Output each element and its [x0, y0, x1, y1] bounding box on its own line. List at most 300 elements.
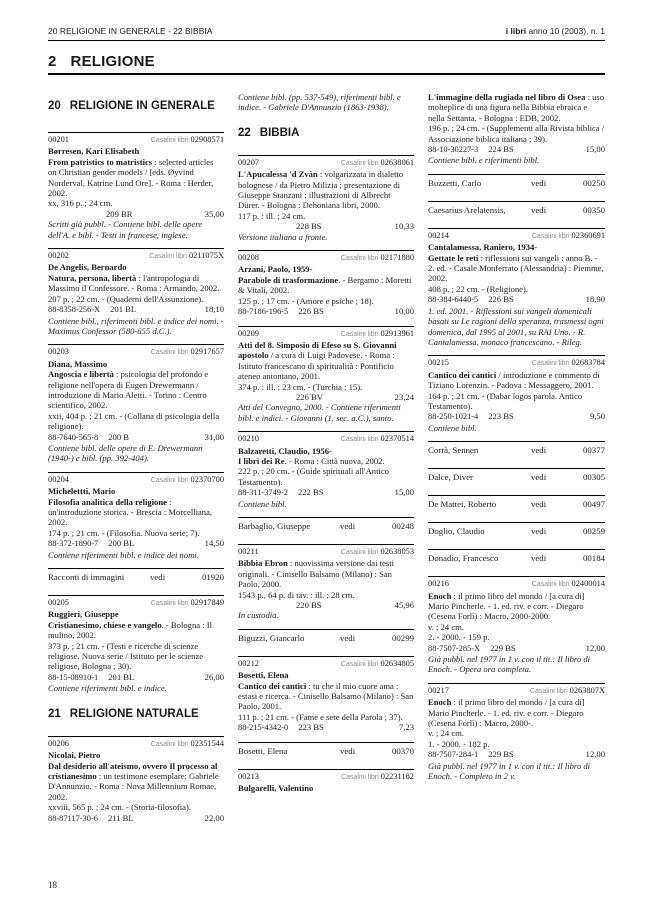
entry-price: 7,23: [398, 722, 414, 733]
entry-physical: 374 p. : ill. ; 23 cm. - (Turchia ; 15).: [238, 381, 363, 392]
entry-price-row: [428, 643, 605, 654]
entry-head: [238, 547, 414, 558]
ref-vedi: vedi: [340, 521, 356, 531]
casalini-id: [151, 347, 224, 358]
entry-note: Contiene bibl. delle opere di E. Drewermann (1940-) e bibl. (pp. 392-404).: [48, 442, 203, 464]
entry-title: Parabole di trasformazione: [238, 274, 339, 285]
page-number: 18: [48, 880, 57, 890]
entry-classification: 229 BS: [490, 642, 516, 653]
casalini-number: 02917657: [190, 347, 224, 357]
entry-author: Arzani, Paolo, 1959-: [238, 264, 313, 275]
casalini-label: Casalini libri: [531, 360, 570, 368]
entry-isbn: 88-10-30227-3: [428, 145, 479, 155]
entry-code: 00208: [238, 253, 259, 263]
entry-head: [238, 329, 414, 340]
entry-publication: : il primo libro del mondo / [a cura di] Mario Pincherle. - 1. ed. riv. e corr. - Diegaro (Cesena Forlì) : Macro, 2000-.: [428, 697, 585, 729]
casalini-number: 02360691: [571, 230, 605, 240]
catalog-entry-00213: [238, 769, 414, 794]
entry-title: Cristianesimo, chiese e vangelo: [48, 619, 162, 630]
entry-head: [48, 598, 224, 609]
entry-classification: 200 BL: [108, 538, 135, 549]
entry-author: Cantalamessa, Raniero, 1934-: [428, 242, 538, 253]
entry-publication: : volgarizzata in dialetto bolognese / da Pietro Milizia ; presentazione di Giuseppe Stanzani ; illustrazioni di Albrecht Dürer. - Bologna : Dehoniana libri, 2000.: [238, 169, 404, 211]
subsection-title-22: [238, 127, 414, 139]
entry-code: 00202: [48, 251, 69, 261]
entry-price: 14,50: [204, 538, 224, 549]
entry-physical: 373 p. ; 21 cm. - (Testi e ricerche di scienze religiose. Nuova serie / Istituto per le scienze religiose, Bologna ; 30).: [48, 640, 204, 672]
entry-classification: 200 B: [108, 431, 130, 442]
entry-code: 00212: [238, 658, 259, 668]
entry-isbn: 88-250-1021-4: [428, 412, 479, 422]
entry-title: From patristics to matristics: [48, 156, 153, 167]
entry-title: Gettate le reti: [428, 252, 479, 263]
casalini-label: Casalini libri: [150, 740, 189, 748]
casalini-id: [151, 739, 224, 750]
entry-code: 00204: [48, 474, 69, 484]
cross-reference-de-mattei: [428, 495, 605, 514]
casalini-number: 02634805: [380, 658, 414, 668]
entry-code: 00215: [428, 358, 449, 368]
entry-price-row: [238, 221, 414, 231]
entry-price: 45,96: [394, 600, 414, 611]
ref-name: Caesarius Arelatensis,: [428, 204, 506, 215]
entry-head: [428, 231, 605, 242]
entry-00213-continued: [428, 92, 605, 166]
entry-classification: 228 BS: [296, 221, 322, 232]
cross-reference-caesarius: [428, 201, 605, 220]
ref-number: 00497: [583, 499, 605, 510]
entry-note: Versione italiana a fronte.: [238, 231, 328, 242]
casalini-id: [151, 475, 224, 486]
entry-classification: 226 BV: [296, 391, 323, 402]
entry-publication: . - Bologna : Il mulino, 2002.: [48, 619, 212, 641]
column-right: [428, 92, 605, 789]
entry-head: [238, 772, 414, 783]
entry-price: 18,10: [204, 304, 224, 315]
entry-physical: xxviii, 565 p. ; 24 cm. - (Storia-filosofia).: [48, 802, 191, 813]
entry-author: Diana, Massimo: [48, 358, 108, 369]
casalini-number: 02908571: [190, 135, 224, 144]
entry-description: [428, 591, 605, 622]
catalog-entry-00210: [238, 431, 414, 509]
entry-author: Ruggieri, Giuseppe: [48, 609, 119, 620]
casalini-label: Casalini libri: [531, 581, 570, 589]
entry-description: [238, 456, 414, 466]
entry-code: 00201: [48, 135, 69, 144]
entry-author: Børresen, Kari Elisabeth: [48, 146, 140, 157]
entry-isbn: 88-7186-196-5: [238, 307, 289, 317]
entry-note: Atti del Convegno, 2000. - Contiene riferimenti bibl. e indici. - Giovanni (1. sec. a.C.), santo.: [238, 402, 401, 423]
entry-code: 00214: [428, 230, 449, 240]
ref-name: Dalce, Diver: [428, 472, 473, 483]
entry-title: Natura, persona, libertà: [48, 272, 137, 283]
header-rule: [48, 40, 605, 41]
ref-number: 00184: [583, 553, 605, 564]
running-header: [48, 26, 605, 40]
entry-title: Atti del 8. Simposio di Efeso su S. Giovanni apostolo: [238, 339, 397, 361]
entry-physical: 408 p. ; 22 cm. - (Religione).: [428, 283, 529, 294]
ref-number: 00259: [583, 526, 605, 537]
entry-physical: 117 p. : ill. ; 24 cm.: [238, 210, 306, 221]
casalini-id: [341, 547, 414, 558]
entry-description: [48, 157, 224, 199]
entry-description: [238, 275, 414, 296]
entry-description: [428, 370, 605, 391]
catalog-entry-00211: [238, 544, 414, 621]
entry-price: 26,00: [204, 671, 224, 682]
entry-code: 00217: [428, 685, 449, 695]
entry-price-row: [48, 672, 224, 683]
ref-vedi: vedi: [150, 572, 166, 583]
entry-head: [238, 659, 414, 670]
entry-publication: . - Roma : Città nuova, 2002.: [284, 455, 385, 466]
entry-price: 12,00: [585, 749, 605, 760]
entry-note: Già pubbl. nel 1977 in 1 v. con il tit.: Il libro di Enoch. - Completo in 2 v.: [428, 760, 591, 782]
entry-title: Filosofia analitica della religione: [48, 496, 167, 507]
entry-note: Contiene bibl., riferimenti bibl. e indice dei nomi. - Maximus Confessor (580-655 d.C.).: [48, 315, 224, 336]
entry-publication: / introduzione e commento di Tiziano Lorenzin. - Padova : Messaggero, 2001.: [428, 369, 600, 391]
entry-price-row: [428, 749, 605, 760]
cross-reference-barbaglio: [238, 517, 414, 536]
entry-title: Angoscia e libertà: [48, 369, 114, 380]
entry-price-row: [48, 432, 224, 443]
entry-description: [428, 697, 605, 728]
entry-code: 00203: [48, 347, 69, 357]
entry-publication: : un'introduzione storica. - Brescia : Morcelliana, 2002.: [48, 496, 213, 528]
subsection-number: 21: [48, 707, 61, 720]
casalini-label: Casalini libri: [340, 330, 379, 338]
entry-publication: : psicologia del profondo e religione nell'opera di Eugen Drewermann / introduzione di Mario Aletti. - Torino : Centro scientifico, 2002.: [48, 369, 209, 411]
ref-name: Biguzzi, Giancarlo: [238, 632, 305, 643]
entry-author: Nicolai, Pietro: [48, 750, 101, 761]
entry-author: De Angelis, Bernardo: [48, 262, 127, 273]
entry-price: 15,00: [585, 144, 605, 155]
casalini-id: [149, 251, 224, 262]
entry-author: Bosetti, Elena: [238, 670, 289, 681]
entry-code: 00207: [238, 157, 259, 167]
subsection-name: RELIGIONE IN GENERALE: [69, 100, 215, 112]
casalini-label: Casalini libri: [149, 253, 187, 261]
subsection-title-21: [48, 708, 224, 720]
casalini-number: 02171880: [380, 253, 414, 263]
casalini-number: 02370514: [380, 434, 414, 444]
entry-classification: 209 BR: [106, 208, 133, 219]
entry-price: 35,00: [204, 208, 224, 219]
entry-title: Dal desiderio all'ateismo, ovvero Il processo al cristianesimo: [48, 760, 218, 781]
cross-reference-corra: [428, 441, 605, 460]
entry-note: Contiene bibl. e riferimenti bibl.: [428, 155, 540, 166]
entry-classification: 220 BS: [296, 600, 322, 611]
entry-isbn: 88-215-4342-0: [238, 723, 289, 733]
entry-isbn: 88-384-6440-5: [428, 295, 479, 305]
entry-head: [428, 358, 605, 369]
entry-code: 00205: [48, 598, 69, 608]
entry-head: [48, 739, 224, 750]
catalog-entry-00203: [48, 344, 224, 463]
catalog-entry-00209: [238, 326, 414, 424]
ref-number: 01920: [202, 572, 224, 583]
entry-physical: 174 p. ; 21 cm. - (Filosofia. Nuova serie; 7).: [48, 527, 200, 538]
entry-classification: 226 BS: [488, 294, 514, 305]
entry-physical: v. ; 24 cm.: [428, 728, 464, 739]
catalog-entry-00212: [238, 656, 414, 734]
casalini-label: Casalini libri: [150, 349, 189, 357]
entry-price: 22,00: [204, 812, 224, 823]
entry-classification: 226 BS: [298, 306, 324, 317]
subsection-name: RELIGIONE NATURALE: [69, 707, 199, 720]
entry-publication: : l'antropologia di Massimo il Confessore. - Roma : Armando, 2002.: [48, 272, 220, 294]
casalini-number: 02370700: [190, 474, 224, 484]
entry-head: [48, 347, 224, 358]
casalini-number: 02638061: [380, 157, 414, 167]
catalog-entry-00214: [428, 228, 605, 347]
casalini-label: Casalini libri: [340, 159, 379, 167]
entry-head: [48, 475, 224, 486]
section-name: RELIGIONE: [70, 53, 155, 70]
ref-vedi: vedi: [531, 204, 547, 215]
entry-price-row: [428, 294, 605, 305]
header-issue: anno 10 (2003), n. 1: [526, 26, 605, 36]
entry-title: Enoch: [428, 590, 452, 601]
entry-price: 9,50: [589, 411, 605, 422]
casalini-id: [341, 772, 414, 783]
entry-author: Balzaretti, Claudio, 1956-: [238, 445, 332, 456]
entry-isbn: 88-372-1890-7: [48, 539, 99, 549]
entry-price: 18,90: [585, 294, 605, 305]
section-rule: [48, 73, 605, 75]
entry-physical: 125 p. ; 17 cm. - (Amore e psiche ; 18).: [238, 295, 374, 306]
casalini-id: [341, 329, 414, 340]
entry-price: 10,33: [394, 221, 414, 232]
casalini-id: [341, 659, 414, 670]
entry-price: 23,24: [394, 391, 414, 402]
entry-code: 00209: [238, 328, 259, 338]
casalini-number: 02917849: [190, 598, 224, 608]
entry-note: Contiene riferimenti bibl. e indice dei nomi.: [48, 549, 199, 560]
ref-vedi: vedi: [531, 177, 547, 188]
entry-physical: xx, 316 p. ; 24 cm.: [48, 198, 113, 209]
entry-head: [428, 686, 605, 697]
entry-isbn: 88-15-08910-1: [48, 672, 99, 682]
column-middle: [238, 92, 414, 802]
ref-number: 00248: [392, 521, 414, 531]
casalini-label: Casalini libri: [340, 255, 379, 263]
casalini-number: 02683784: [571, 358, 605, 368]
entry-classification: 211 BL: [107, 812, 134, 823]
entry-code: 00213: [238, 771, 259, 781]
entry-note: In custodia.: [238, 610, 279, 621]
entry-note: Scritti già pubbl. - Contiene bibl. delle opere dell'A. e bibl. - Testi in francese, inglese.: [48, 219, 203, 240]
casalini-label: Casalini libri: [341, 773, 379, 781]
casalini-label: Casalini libri: [340, 660, 379, 668]
entry-code: 00216: [428, 579, 449, 589]
entry-physical: xxii, 404 p. ; 21 cm. - (Collana di psicologia della religione).: [48, 410, 220, 432]
ref-vedi: vedi: [340, 632, 356, 643]
entry-classification: 201 BL: [108, 671, 135, 682]
entry-isbn: 88-7507-285-X: [428, 643, 481, 653]
ref-vedi: vedi: [531, 445, 547, 456]
catalog-entry-00215: [428, 355, 605, 433]
entry-publication: : selected articles on Christian gender models / [eds. Øyvind Norderval, Katrine Lund Ore]. - Roma : Herder, 2002.: [48, 156, 214, 199]
entry-head: [238, 434, 414, 445]
entry-publication: : nuovissima versione dai testi originali. - Cinisello Balsamo (Milano) : San Paolo, 2000.: [238, 558, 394, 590]
subsection-name: BIBBIA: [259, 126, 300, 139]
casalini-id: [341, 253, 414, 264]
ref-name: Bosetti, Elena: [238, 745, 288, 756]
entry-classification: 223 BS: [298, 722, 324, 733]
casalini-number: 0263807X: [569, 685, 605, 695]
entry-price-row: [48, 813, 224, 824]
ref-number: 00250: [583, 177, 605, 188]
section-title: [48, 53, 155, 70]
catalog-entry-00217: [428, 683, 605, 782]
casalini-id: [341, 158, 414, 169]
entry-head: [48, 251, 224, 262]
entry-00206-continued-note: Contiene bibl. (pp. 537-549), riferimenti bibl. e indice. - Gabriele D'Annunzio (1863-1938).: [238, 92, 401, 113]
entry-title: I libri dei Re: [238, 455, 285, 466]
entry-price-row: [238, 392, 414, 402]
catalog-entry-00201: [48, 132, 224, 240]
entry-description: [48, 761, 224, 803]
entry-physical: v. ; 24 cm.: [428, 621, 464, 632]
entry-physical: 111 p. ; 21 cm. - (Fame e sete della Parola ; 37).: [238, 711, 403, 722]
casalini-label: Casalini libri: [529, 687, 568, 695]
entry-note: 1. ed. 2001. - Riflessioni sui vangeli domenicali basati su Le ragioni della speranza, trasmessi ogni domenica, dal 1995 al 2001, su RAI Uno. - R. Cantalamessa, monaco francescano. - Rileg.: [428, 305, 604, 347]
ref-name: De Mattei, Roberto: [428, 499, 497, 510]
entry-physical: 222 p. ; 20 cm. - (Guide spirituali all'Antico Testamento).: [238, 466, 389, 487]
casalini-id: [532, 231, 605, 242]
entry-publication: : uso molteplice di una figura nella Bibbia ebraica e nella Settanta. - Bologna : EDB, 2002.: [428, 92, 605, 123]
ref-name: Doglio, Claudio: [428, 526, 485, 537]
catalog-entry-00202: [48, 248, 224, 336]
casalini-id: [530, 686, 605, 697]
entry-title: Cantico dei cantici: [428, 369, 497, 380]
ref-vedi: vedi: [531, 472, 547, 483]
catalog-entry-00205: [48, 595, 224, 694]
casalini-id: [341, 434, 414, 445]
entry-description: [238, 169, 414, 211]
entry-note: Contiene bibl.: [238, 498, 287, 509]
ref-vedi: vedi: [531, 553, 547, 564]
casalini-number: 02231182: [380, 771, 414, 781]
entry-description: [48, 620, 224, 641]
entry-description: [48, 497, 224, 528]
entry-price-row: [238, 306, 414, 317]
casalini-number: 0211075X: [188, 251, 224, 261]
ref-name: Racconti di immagini: [48, 572, 125, 583]
entry-description: [428, 92, 605, 123]
casalini-label: Casalini libri: [340, 549, 379, 556]
entry-price-row: [48, 304, 224, 315]
entry-author: Michelettti, Mario: [48, 486, 116, 497]
catalog-entry-00216: [428, 576, 605, 675]
casalini-number: 02638053: [380, 547, 414, 556]
entry-head: [238, 158, 414, 169]
entry-isbn: 88-7640-565-8: [48, 432, 99, 442]
entry-volume: 2. - 2000. - 159 p.: [428, 632, 490, 643]
entry-description: [48, 369, 224, 411]
casalini-label: Casalini libri: [340, 436, 379, 444]
entry-classification: 222 BS: [297, 487, 324, 498]
entry-price-row: [48, 538, 224, 549]
entry-classification: 229 BS: [488, 749, 514, 760]
header-journal-name: i libri: [505, 26, 527, 36]
cross-reference-biguzzi: [238, 629, 414, 648]
casalini-label: Casalini libri: [531, 232, 570, 240]
entry-title: L'immagine della rugiada nel libro di Osea: [428, 92, 586, 102]
entry-head: [428, 579, 605, 590]
cross-reference-racconti: [48, 568, 224, 587]
entry-physical: 207 p. ; 22 cm. - (Quaderni dell'Assunzione).: [48, 293, 204, 304]
ref-name: Corrà, Sennen: [428, 445, 479, 456]
entry-description: [238, 558, 414, 589]
catalog-entry-00206: [48, 736, 224, 824]
casalini-number: 02400014: [571, 579, 605, 589]
entry-price-row: [238, 487, 414, 498]
casalini-label: Casalini libri: [150, 137, 189, 144]
ref-vedi: vedi: [531, 499, 547, 510]
entry-publication: : tu che il mio cuore ama : estasi e ricerca. - Cinisello Balsamo (Milano) : San Paolo, 2001.: [238, 680, 414, 712]
entry-price-row: [428, 144, 605, 155]
header-section-range: 20 RELIGIONE IN GENERALE - 22 BIBBIA: [48, 26, 213, 36]
entry-code: 00206: [48, 738, 69, 748]
casalini-id: [532, 579, 605, 590]
entry-note: Contiene bibl.: [428, 422, 477, 433]
entry-isbn: 88-8358-256-X: [48, 305, 101, 315]
entry-classification: 223 BS: [488, 411, 514, 422]
entry-note: Contiene riferimenti bibl. e indice.: [48, 683, 167, 694]
entry-price: 15,00: [394, 487, 414, 498]
ref-name: Donadio, Francesco: [428, 553, 499, 564]
ref-number: 00350: [583, 204, 605, 215]
entry-publication: . - Bergamo : Moretti & Vitali, 2002.: [238, 274, 412, 296]
entry-title: L'Apucalessa 'd Zvàn: [238, 169, 318, 180]
entry-price-row: [428, 411, 605, 422]
entry-price: 12,00: [585, 642, 605, 653]
catalog-entry-00208: [238, 250, 414, 317]
entry-head: [238, 253, 414, 264]
entry-isbn: 88-7507-284-1: [428, 750, 479, 760]
entry-isbn: 88-87117-30-6: [48, 813, 98, 823]
ref-number: 00299: [392, 632, 414, 643]
casalini-id: [532, 358, 605, 369]
entry-description: [48, 273, 224, 294]
ref-vedi: vedi: [340, 745, 356, 756]
entry-code: 00210: [238, 434, 259, 444]
entry-classification: 201 BL: [110, 304, 137, 315]
entry-physical: 196 p. ; 24 cm. - (Supplementi alla Rivista biblica / Associazione biblica italiana ; 39).: [428, 123, 605, 144]
entry-physical: 1543 p., 64 p. di tav. : ill. ; 28 cm.: [238, 589, 355, 600]
entry-head: [48, 135, 224, 146]
entry-price: 10,00: [394, 306, 414, 317]
entry-publication: / a cura di Luigi Padovese. - Roma : Istituto francescano di spiritualità : Pontificio ateneo antoniano, 2001.: [238, 350, 395, 382]
entry-code: 00211: [238, 547, 259, 556]
entry-description: [238, 681, 414, 712]
subsection-title-20: [48, 100, 224, 112]
ref-number: 00370: [392, 745, 414, 756]
casalini-id: [151, 598, 224, 609]
entry-classification: 224 BS: [488, 144, 514, 155]
ref-vedi: vedi: [531, 526, 547, 537]
entry-isbn: 88-311-3749-2: [238, 488, 288, 498]
entry-title: Cantico dei cantici: [238, 680, 307, 691]
catalog-entry-00204: [48, 472, 224, 560]
cross-reference-buzzetti: [428, 174, 605, 193]
entry-publication: : il primo libro del mondo / [a cura di] Mario Pincherle. - 1. ed. riv. e corr. - Diegaro (Cesena Forlì) : Macro, 2000-2000.: [428, 590, 585, 622]
ref-name: Buzzetti, Carlo: [428, 177, 482, 188]
entry-author: Bulgarelli, Valentino: [238, 783, 314, 794]
entry-price-row: [238, 722, 414, 733]
